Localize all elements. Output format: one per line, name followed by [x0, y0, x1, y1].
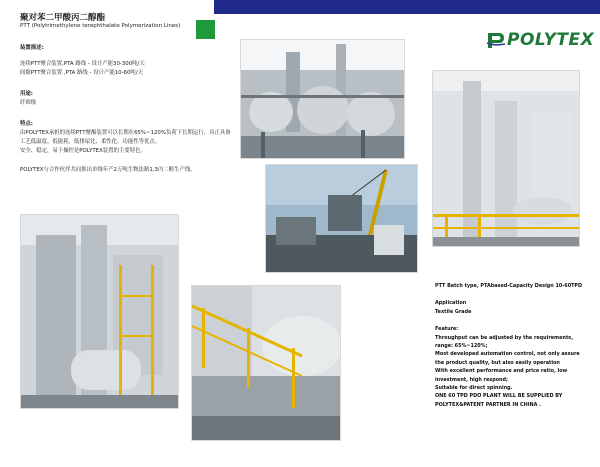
page-title-en: PTT (Polytrimethylene terephthalate Polymerization Lines) [20, 23, 181, 29]
top-navy-bar [214, 0, 600, 14]
feature-line: POLYTEX&PATENT PARTNER IN CHINA . [435, 401, 541, 408]
equipment-line: 连续PTT聚合装置,PTA 路线 - 设计产能30-300吨/天 [20, 61, 145, 67]
plant-structure-image [21, 215, 178, 408]
application-heading: Application [435, 300, 467, 307]
equipment-line: 间歇PTT聚合装置 ,PTA 路线 - 设计产能10-60吨/天 [20, 70, 144, 76]
feature-line: Most developed automation control, not only assure [435, 351, 580, 358]
polytex-p-mark-icon [486, 31, 506, 49]
feature-line: the product quality, but also easily operation [435, 359, 560, 366]
insulated-column-image [433, 71, 579, 246]
gallery-handrail-image [192, 286, 340, 440]
reactor-vessels-image [241, 40, 404, 158]
feature-line: With excellent performance and price ratio, low [435, 368, 568, 375]
feature-line: range: 65%~120%; [435, 343, 488, 350]
reactor-vessels-photo [240, 39, 405, 159]
feature-line: Suitable for direct spinning. [435, 385, 513, 392]
partner-line: POLYTEX与合作伙伴共同推出单线年产2万吨生物法制1,3丙二醇生产线。 [20, 167, 196, 173]
polytex-logo [486, 30, 594, 50]
use-heading: 用途: [20, 91, 33, 97]
feature-line: ONE 60 TPD PDO PLANT WILL BE SUPPLIED BY [435, 393, 563, 400]
features-line: 安全、稳定，易于操控是POLYTEX装置的主要特色。 [20, 148, 146, 154]
features-line: 由POLYTEX承担的连续PTT聚酯装置可以长期在65%~120%负荷下长期运行，具正具备 [20, 130, 231, 136]
features-heading: 特点: [20, 121, 33, 127]
equipment-heading: 装置描述: [20, 45, 44, 51]
crane-installation-image [266, 165, 417, 272]
gallery-handrail-photo [191, 285, 341, 441]
features-line: 工艺低温度、低能耗、低排尿比、柔性化、功能性等优点。 [20, 139, 161, 145]
feature-line: Throughput can be adjusted by the requirements, [435, 334, 574, 341]
application-value: Textile Grade [435, 308, 472, 315]
use-value: 纤维级 [20, 100, 37, 106]
plant-structure-photo [20, 214, 179, 409]
crane-installation-photo [265, 164, 418, 273]
page-title-cn: 聚对苯二甲酸丙二醇酯 [20, 13, 106, 23]
green-accent-square [196, 20, 215, 39]
insulated-column-photo [432, 70, 580, 247]
logo-wordmark: POLYTEX [507, 30, 595, 50]
en-spec-section [435, 282, 595, 409]
feature-line: investment, high respond; [435, 376, 508, 383]
batch-line: PTT Batch type, PTAbased-Capacity Design 10-60TPD [435, 283, 583, 289]
cn-features-section [20, 120, 250, 156]
feature-heading: Feature: [435, 326, 459, 333]
cn-equipment-section [20, 44, 250, 78]
cn-use-section [20, 90, 250, 108]
